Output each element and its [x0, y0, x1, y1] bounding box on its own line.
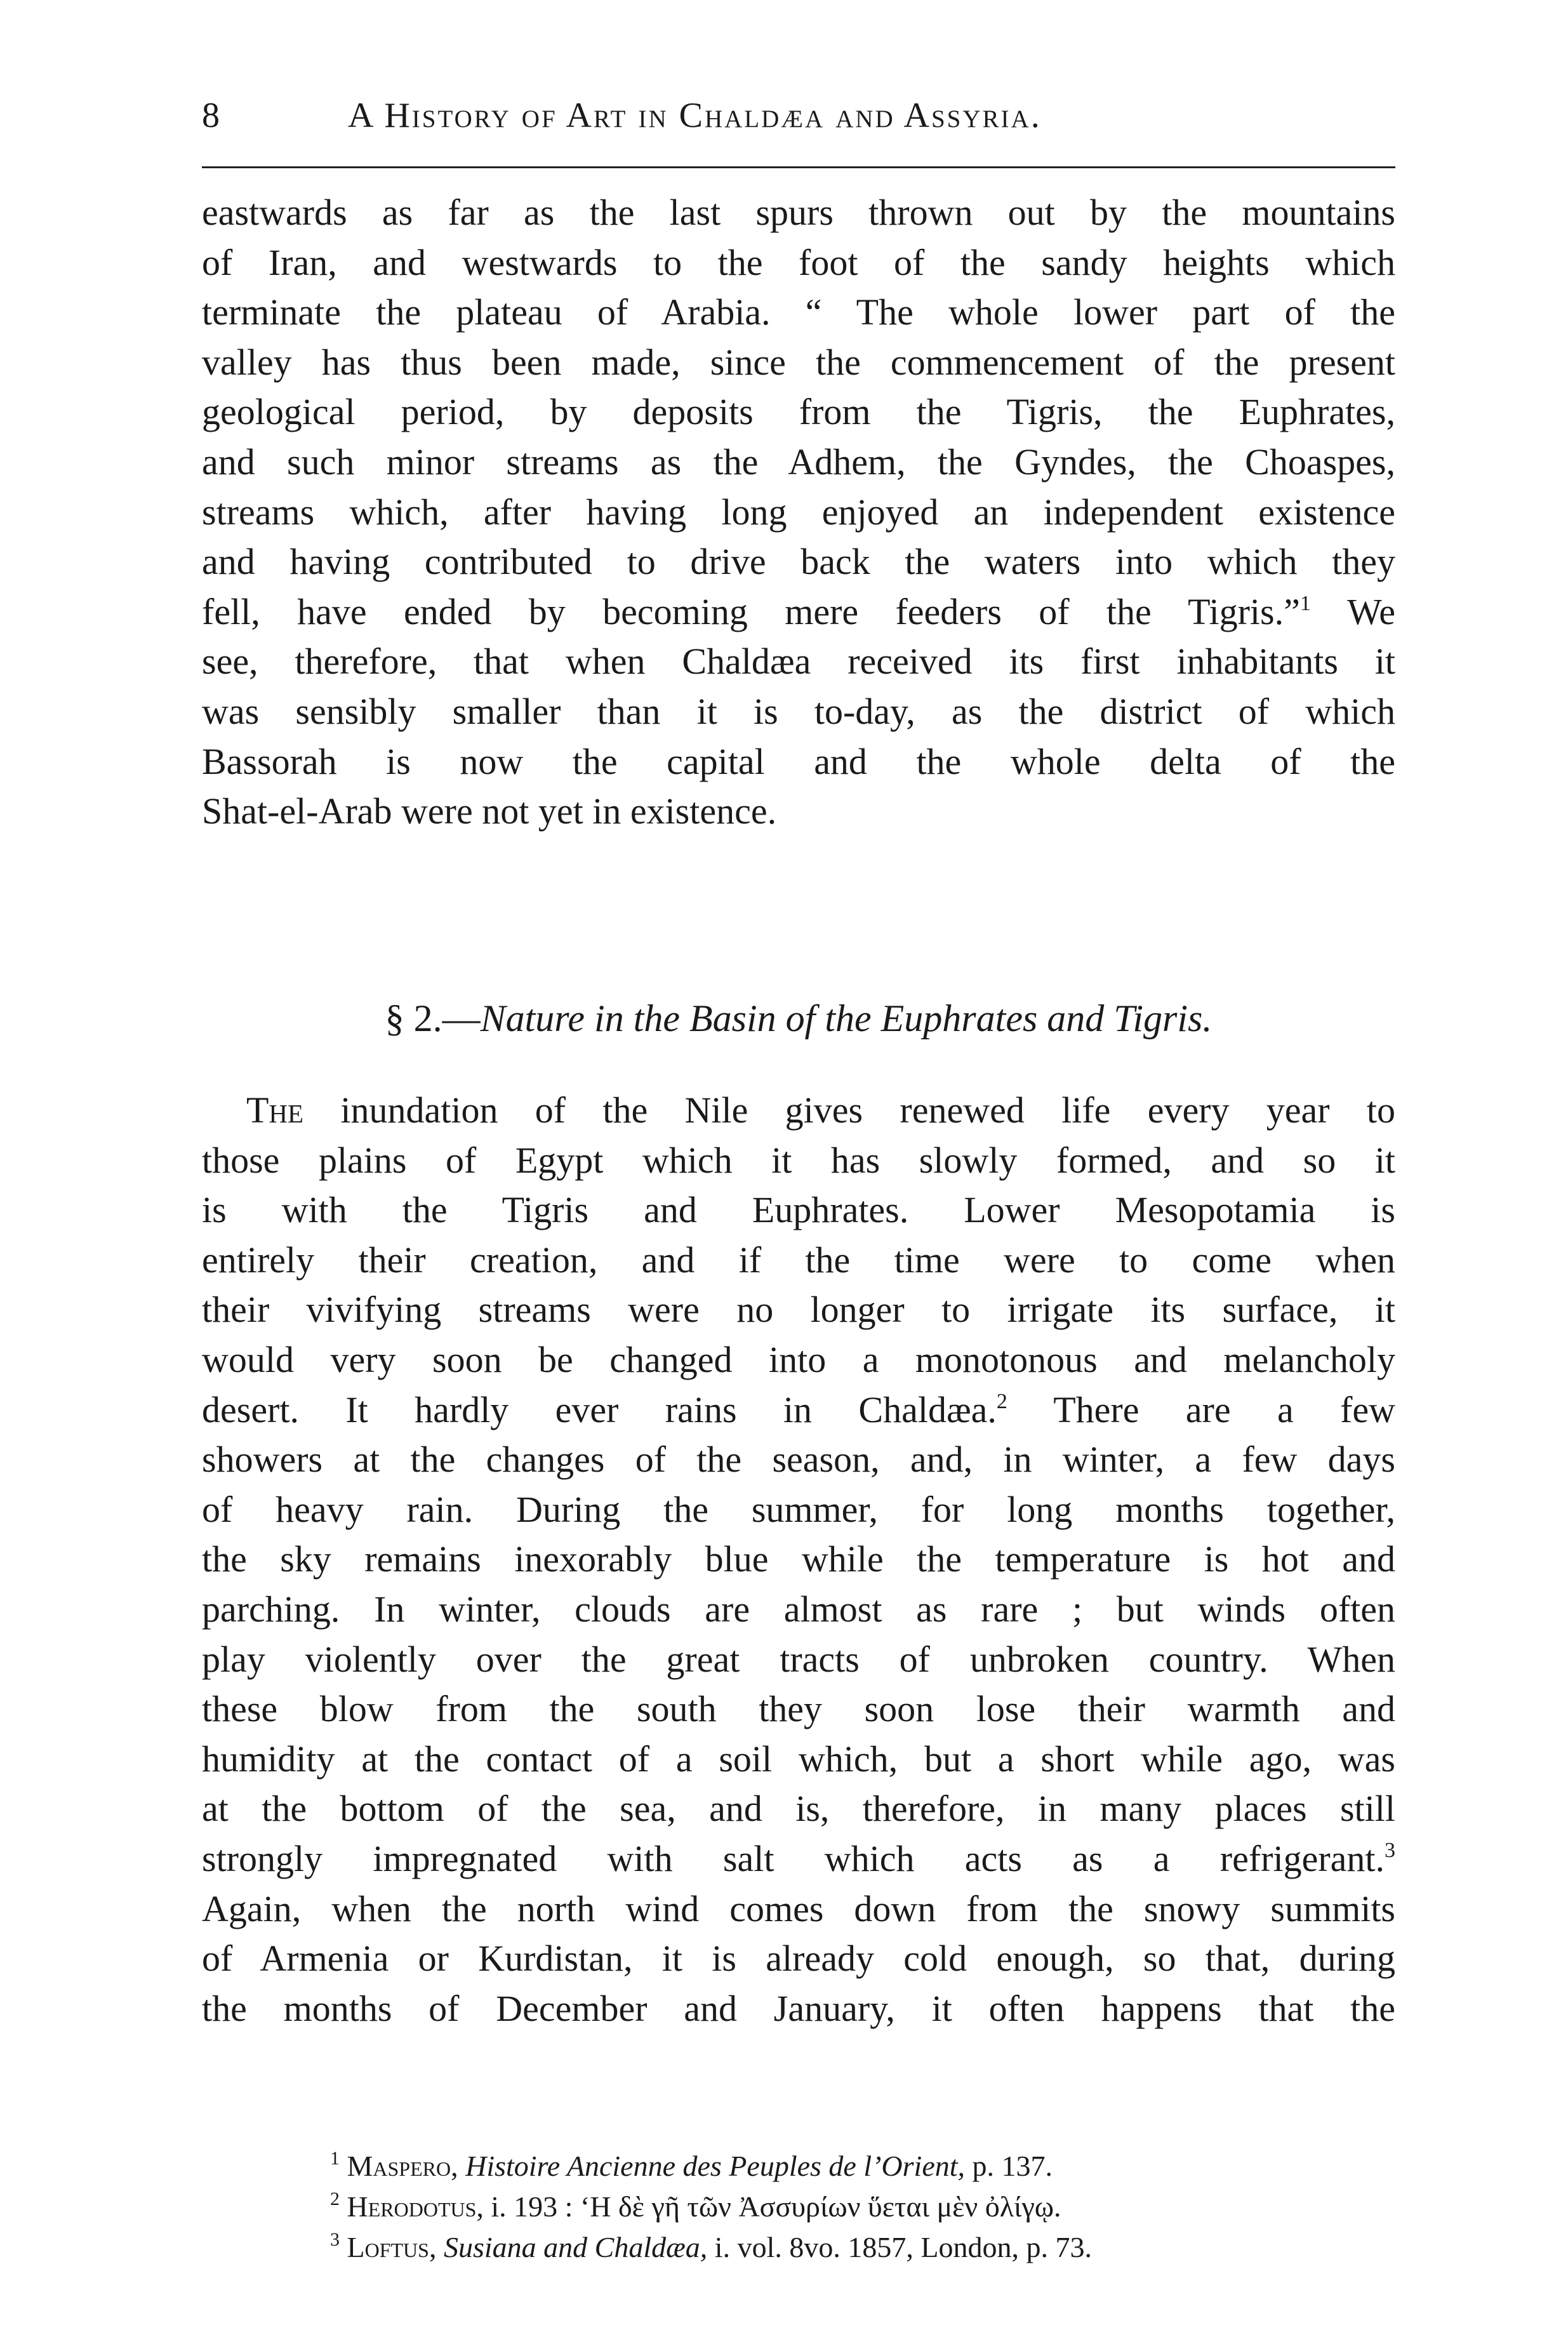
text-line [202, 1385, 1395, 1435]
footnote-number: 3 [330, 2229, 340, 2250]
footnote-number: 2 [330, 2188, 340, 2209]
footnote-text: i. 193 : ‘Η δὲ γῆ τῶν Ἀσσυρίων ὕεται μὲν ὀλίγῳ. [491, 2190, 1061, 2223]
footnote-author: Herodotus, [347, 2190, 484, 2223]
text-line: Shat-el-Arab were not yet in existence. [202, 790, 777, 832]
footnote [330, 2146, 1409, 2187]
text-line: these blow from the south they soon lose their warmth and [202, 1688, 1395, 1730]
text-line: see, therefore, that when Chaldæa received its first inhabitants it [202, 641, 1395, 683]
page-number: 8 [202, 96, 222, 135]
text-line: showers at the changes of the season, and, in winter, a few days [202, 1439, 1395, 1481]
footnote-ref: 2 [996, 1389, 1007, 1413]
footnote-author: Maspero, [347, 2150, 458, 2182]
footnotes [330, 2146, 1409, 2268]
text-line: the months of December and January, it often happens that the [202, 1987, 1395, 2029]
text-line: eastwards as far as the last spurs thrown out by the mountains [202, 192, 1395, 233]
text-line: and having contributed to drive back the waters into which they [202, 541, 1395, 583]
footnote-number: 1 [330, 2148, 340, 2169]
paragraph-1 [202, 188, 1395, 837]
text-line: entirely their creation, and if the time were to come when [202, 1239, 1395, 1281]
text-line: is with the Tigris and Euphrates. Lower Mesopotamia is [202, 1189, 1395, 1231]
running-title: A History of Art in Chaldæa and Assyria. [348, 96, 1042, 135]
section-number: § 2.— [385, 997, 481, 1039]
text-line: streams which, after having long enjoyed an independent existence [202, 491, 1395, 533]
text-line: of Iran, and westwards to the foot of the sandy heights which [202, 241, 1395, 283]
text-line [202, 587, 1395, 637]
footnote-ref: 1 [1299, 591, 1311, 615]
text-line: and such minor streams as the Adhem, the Gyndes, the Choaspes, [202, 441, 1395, 483]
text-line: would very soon be changed into a monotonous and melancholy [202, 1338, 1395, 1380]
section-heading [202, 997, 1395, 1041]
text-line: parching. In winter, clouds are almost as rare ; but winds often [202, 1588, 1395, 1630]
text-fragment: desert. It hardly ever rains in Chaldæa. [202, 1388, 997, 1430]
footnote [330, 2227, 1409, 2268]
footnote [330, 2187, 1409, 2227]
footnote-title: Histoire Ancienne des Peuples de l’Orient, [465, 2150, 966, 2182]
text-line: geological period, by deposits from the Tigris, the Euphrates, [202, 391, 1395, 433]
text-fragment: fell, have ended by becoming mere feeders of the Tigris.” [202, 590, 1300, 632]
text-line: terminate the plateau of Arabia. “ The whole lower part of the [202, 291, 1395, 333]
text-line: those plains of Egypt which it has slowly formed, and so it [202, 1139, 1395, 1181]
footnote-text: i. vol. 8vo. 1857, London, p. 73. [714, 2231, 1092, 2263]
text-line: their vivifying streams were no longer to irrigate its surface, it [202, 1289, 1395, 1331]
text-line: Bassorah is now the capital and the whole delta of the [202, 740, 1395, 782]
text-line: at the bottom of the sea, and is, therefore, in many places still [202, 1788, 1395, 1830]
text-line: the sky remains inexorably blue while the temperature is hot and [202, 1538, 1395, 1580]
text-line: was sensibly smaller than it is to-day, as the district of which [202, 690, 1395, 732]
text-line: of heavy rain. During the summer, for long months together, [202, 1488, 1395, 1530]
footnote-text: p. 137. [972, 2150, 1053, 2182]
text-fragment: strongly impregnated with salt which acts as a refrigerant. [202, 1837, 1385, 1879]
text-line [202, 1086, 1395, 1136]
footnote-author: Loftus, [347, 2231, 437, 2263]
footnote-title: Susiana and Chaldæa, [443, 2231, 708, 2263]
page-header [202, 95, 1395, 146]
paragraph-2 [202, 1086, 1395, 2034]
text-line: humidity at the contact of a soil which, but a short while ago, was [202, 1738, 1395, 1780]
text-line [202, 1834, 1395, 1884]
text-line: valley has thus been made, since the commencement of the present [202, 341, 1395, 383]
footnote-ref: 3 [1385, 1838, 1395, 1862]
section-title: Nature in the Basin of the Euphrates and Tigris. [480, 997, 1213, 1039]
drop-word: The [246, 1089, 304, 1131]
text-fragment: There are a few [1053, 1388, 1396, 1430]
header-rule [202, 166, 1395, 168]
text-line: of Armenia or Kurdistan, it is already cold enough, so that, during [202, 1938, 1395, 1980]
text-fragment: We [1347, 590, 1395, 632]
text-line: Again, when the north wind comes down from the snowy summits [202, 1888, 1395, 1929]
text-fragment: inundation of the Nile gives renewed life every year to [340, 1089, 1395, 1131]
text-line: play violently over the great tracts of unbroken country. When [202, 1638, 1395, 1680]
